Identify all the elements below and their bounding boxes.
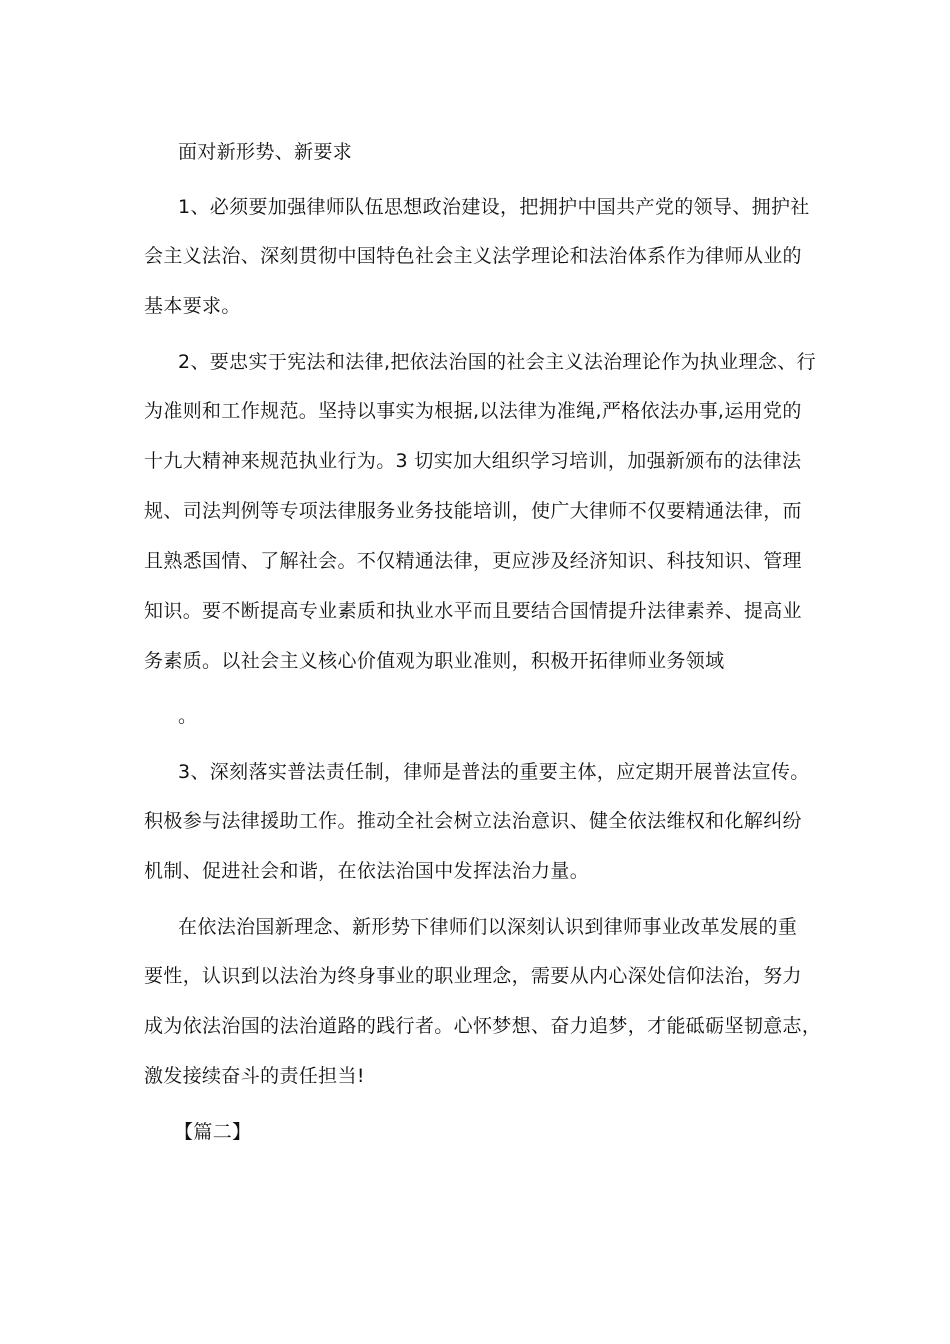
section-marker: 【篇二】 — [174, 1121, 252, 1143]
paragraph-line: 2、要忠实于宪法和法律,把依法治国的社会主义法治理论作为执业理念、行 — [178, 351, 817, 373]
paragraph-line: 基本要求。 — [144, 295, 241, 317]
paragraph-line: 要性，认识到以法治为终身事业的职业理念，需要从内心深处信仰法治，努力 — [144, 965, 802, 987]
paragraph-line: 成为依法治国的法治道路的践行者。心怀梦想、奋力追梦，才能砥砺坚韧意志， — [144, 1015, 822, 1037]
paragraph-line: 机制、促进社会和谐，在依法治国中发挥法治力量。 — [144, 860, 590, 882]
paragraph-line: 知识。要不断提高专业素质和执业水平而且要结合国情提升法律素养、提高业 — [144, 600, 802, 622]
paragraph-line: 积极参与法律援助工作。推动全社会树立法治意识、健全依法维权和化解纠纷 — [144, 810, 802, 832]
paragraph-line: 1、必须要加强律师队伍思想政治建设，把拥护中国共产党的领导、拥护社 — [178, 196, 810, 218]
paragraph-line: 十九大精神来规范执业行为。3 切实加大组织学习培训，加强新颁布的法律法 — [144, 450, 802, 472]
paragraph-line: 3、深刻落实普法责任制，律师是普法的重要主体，应定期开展普法宣传。 — [178, 761, 810, 783]
paragraph-line: 在依法治国新理念、新形势下律师们以深刻认识到律师事业改革发展的重 — [178, 916, 798, 938]
paragraph-line: 。 — [178, 705, 198, 727]
paragraph-line: 务素质。以社会主义核心价值观为职业准则，积极开拓律师业务领域 — [144, 650, 725, 672]
paragraph-line: 且熟悉国情、了解社会。不仅精通法律，更应涉及经济知识、科技知识、管理 — [144, 550, 802, 572]
paragraph-line: 会主义法治、深刻贯彻中国特色社会主义法学理论和法治体系作为律师从业的 — [144, 245, 802, 267]
paragraph-line: 规、司法判例等专项法律服务业务技能培训，使广大律师不仅要精通法律，而 — [144, 500, 802, 522]
paragraph-line: 激发接续奋斗的责任担当! — [144, 1065, 365, 1087]
paragraph-line: 为准则和工作规范。坚持以事实为根据,以法律为准绳,严格依法办事,运用党的 — [144, 400, 802, 422]
section-heading: 面对新形势、新要求 — [178, 141, 353, 163]
